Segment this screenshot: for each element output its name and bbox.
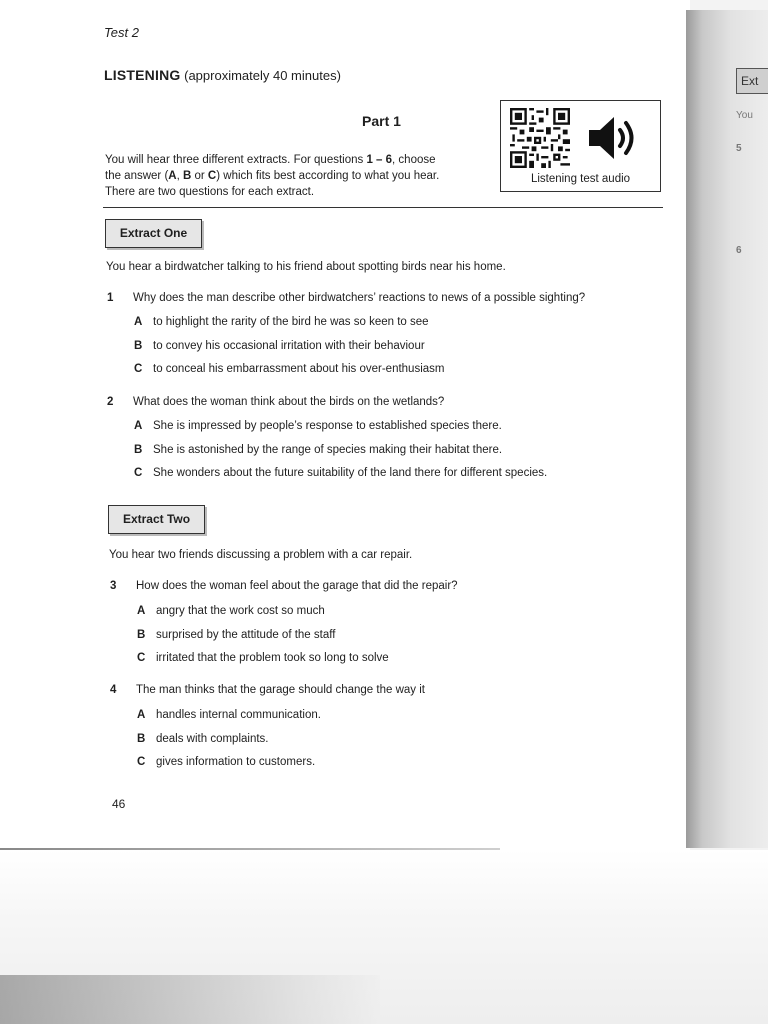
option-letter[interactable]: A (137, 605, 146, 617)
option-letter[interactable]: A (134, 316, 143, 328)
question-stem: How does the woman feel about the garage that did the repair? (136, 580, 458, 592)
question-stem: Why does the man describe other birdwatchers’ reactions to news of a possible sighting? (133, 292, 586, 304)
intro-text: ) which fits best according to what you hear. (216, 170, 440, 182)
option-letter[interactable]: C (137, 652, 146, 664)
option-letter[interactable]: B (137, 732, 146, 745)
audio-panel[interactable] (500, 100, 661, 192)
section-duration: (approximately 40 minutes) (184, 68, 341, 83)
option-text: She is impressed by people’s response to established species there. (153, 420, 502, 432)
option-text: She wonders about the future suitability of the land there for different species. (153, 467, 548, 479)
question-stem: The man thinks that the garage should change the way it (136, 684, 425, 696)
option-text: handles internal communication. (156, 709, 321, 721)
next-page-extract-label: Ext (736, 68, 768, 94)
extract-label: Extract One (105, 219, 202, 248)
option-letter[interactable]: B (137, 628, 146, 641)
question-number: 1 (107, 292, 114, 304)
intro-text: You will hear three different extracts. For questions (105, 154, 367, 166)
extract-lead: You hear two friends discussing a problem with a car repair. (109, 549, 413, 561)
part-title: Part 1 (362, 113, 401, 129)
option-text: She is astonished by the range of species making their habitat there. (153, 443, 503, 456)
page-number: 46 (112, 797, 126, 811)
intro-separator: , (176, 170, 183, 182)
question-number: 3 (110, 580, 117, 592)
option-letter[interactable]: C (134, 467, 143, 479)
qr-code-icon[interactable] (509, 108, 571, 168)
audio-caption: Listening test audio (530, 173, 631, 185)
intro-letter-b: B (182, 170, 192, 182)
extract-lead: You hear a birdwatcher talking to his friend about spotting birds near his home. (106, 261, 506, 273)
part-instructions (105, 152, 490, 200)
option-text: deals with complaints. (156, 732, 269, 745)
option-text: to conceal his embarrassment about his over-enthusiasm (153, 363, 445, 375)
question-stem: What does the woman think about the birds on the wetlands? (133, 396, 445, 408)
option-text: irritated that the problem took so long to solve (156, 652, 389, 664)
next-page-question-5: 5 (736, 143, 742, 154)
option-letter[interactable]: A (137, 709, 146, 721)
option-letter[interactable]: C (137, 756, 146, 768)
page-gutter (686, 10, 768, 848)
option-text: gives information to customers. (156, 756, 316, 768)
section-title: LISTENING (104, 67, 181, 83)
intro-letter-c: C (207, 170, 217, 182)
intro-text: There are two questions for each extract. (105, 186, 315, 198)
option-text: surprised by the attitude of the staff (156, 628, 336, 641)
intro-text: , choose (392, 154, 436, 166)
question-number: 2 (107, 396, 114, 408)
option-text: to convey his occasional irritation with their behaviour (153, 339, 425, 352)
option-text: to highlight the rarity of the bird he was so keen to see (153, 316, 429, 328)
question-number: 4 (110, 684, 117, 696)
intro-or: or (191, 170, 208, 182)
speaker-icon[interactable] (587, 113, 643, 163)
intro-question-range: 1 – 6 (366, 154, 393, 166)
option-letter[interactable]: A (134, 420, 143, 432)
option-letter[interactable]: B (134, 443, 143, 456)
option-letter[interactable]: B (134, 339, 143, 352)
test-label: Test 2 (104, 25, 139, 40)
scan-shadow (0, 975, 380, 1024)
option-text: angry that the work cost so much (156, 605, 325, 617)
section-divider (103, 207, 663, 208)
intro-text: the answer ( (105, 170, 169, 182)
section-heading (104, 67, 341, 83)
extract-label: Extract Two (108, 505, 205, 534)
next-page-question-6: 6 (736, 245, 742, 256)
next-page-lead-fragment: You (736, 110, 753, 121)
option-letter[interactable]: C (134, 363, 143, 375)
intro-letter-a: A (168, 170, 177, 182)
